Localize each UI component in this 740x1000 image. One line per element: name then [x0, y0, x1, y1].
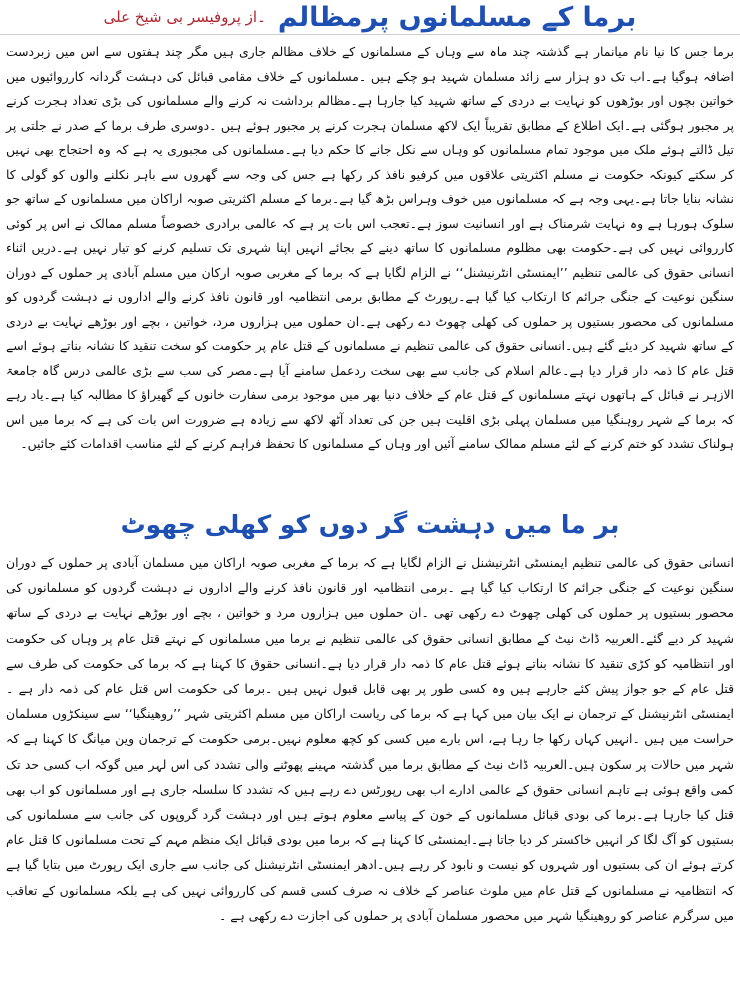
title-row [0, 0, 740, 35]
article-title: برما کے مسلمانوں پرمظالم [277, 1, 637, 33]
paragraph-intro: برما جس کا نیا نام میانمار ہے گذشتہ چند ماہ سے وہاں کے مسلمانوں کے خلاف مظالم جاری ہیں مگر چند ہفتوں سے اس میں زبردست اضافہ ہوگیا ہے۔اب تک دو ہزار سے زائد مسلمان شہید ہو چکے ہیں ۔مسلمانوں کے خلاف مقامی قبائل کی دہشت گردانہ کارروائیوں میں خواتین بچوں اور بوڑھوں کو نہایت بے دردی کے ساتھ شہید کیا جارہا ہے۔مظالم برداشت نہ کرنے والے مسلمانوں کی بڑی تعداد ہجرت کرنے پر مجبور ہوگئی ہے۔ایک اطلاع کے مطابق تقریباً ایک لاکھ مسلمان ہجرت کرنے پر مجبور ہوئے ہیں ۔دوسری طرف برما کے صدر نے جلتی پر تیل ڈالتے ہوئے ملک میں موجود تمام مسلمانوں کو وہاں سے نکل جانے کا حکم دیا ہے۔مسلمانوں کی مجبوری یہ ہے کہ وہ احتجاج بھی نہیں کر سکتے کیونکہ حکومت نے مسلم اکثریتی علاقوں میں کرفیو نافذ کر رکھا ہے جس کی وجہ سے گھروں سے باہر نکلنے والوں کو گولی کا نشانہ بنایا جاتا ہے۔یہی وجہ ہے کہ مسلمانوں میں خوف وہراس بڑھ گیا ہے۔برما کے مسلم اکثریتی صوبہ اراکان میں مسلمانوں کے ساتھ جو سلوک ہورہا ہے وہ نہایت شرمناک ہے اور انسانیت سوز ہے۔تعجب اس بات پر ہے کہ عالمی برادری خصوصاً مسلم ممالک نے اس پر کوئی کارروائی نہیں کی ہے۔حکومت بھی مظلوم مسلمانوں کا ساتھ دینے کے بجائے انہیں اپنا شہری تک تسلیم کرنے کو تیار نہیں ہے۔دریں اثناء انسانی حقوق کی عالمی تنظیم ’’ایمنسٹی انٹرنیشنل‘‘ نے الزام لگایا ہے کہ برما کے مغربی صوبہ ارکان میں مسلم آبادی پر حملوں کے دوران سنگین نوعیت کے جنگی جرائم کا ارتکاب کیا گیا ہے۔رپورٹ کے مطابق برمی انتظامیہ اور قانون نافذ کرنے والے اداروں نے دہشت گردوں کو مسلمانوں کی محصور بستیوں پر حملوں کی کھلی چھوٹ دے رکھی ہے۔ان حملوں میں ہزاروں مرد، خواتین ، بچے اور بوڑھے نہایت بے دردی کے ساتھ شہید کر دیئے گئے ہیں۔انسانی حقوق کی عالمی تنظیم نے مسلمانوں کے قتل عام پر حکومت کو سخت تنقید کا نشانہ بناتے ہوئے اسے قتل عام کا ذمہ دار قرار دیا ہے۔عالم اسلام کی جانب سے بھی سخت ردعمل سامنے آیا ہے۔مصر کی سب سے بڑی عالمی درس گاہ جامعۃ الازہر نے قبائل کے ہاتھوں نہتے مسلمانوں کے قتل عام کے خلاف دنیا بھر میں موجود برمی سفارت خانوں کے گھیراؤ کا مطالبہ کیا ہے۔یاد رہے کہ برما کے شہر روہنگیا میں مسلمان پہلی بڑی اقلیت ہیں جن کی تعداد آٹھ لاکھ سے زیادہ ہے ضرورت اس بات کی ہے کہ برما میں اس ہولناک تشدد کو ختم کرنے کے لئے مسلم ممالک سامنے آئیں اور وہاں کے مسلمانوں کا تحفظ فراہم کرنے کے لئے مناسب اقدامات کئے جائیں۔ [6, 44, 734, 451]
section-heading: بر ما میں دہشت گر دوں کو کھلی چھوٹ [120, 510, 620, 539]
paragraph-section: انسانی حقوق کی عالمی تنظیم ایمنسٹی انٹرنیشنل نے الزام لگایا ہے کہ برما کے مغربی صوبہ اراکان میں مسلمان آبادی پر حملوں کے دوران سنگین نوعیت کے جنگی جرائم کا ارتکاب کیا گیا ہے ۔برمی انتظامیہ اور قانون نافذ کرنے والے اداروں نے دہشت گردوں کو مسلمانوں کی محصور بستیوں پر حملوں کی کھلی چھوٹ دے رکھی تھی ۔ان حملوں میں ہزاروں مرد و خواتین ، بچے اور بوڑھے نہایت بے دردی کے ساتھ شہید کر دیے گئے۔العربیہ ڈاٹ نیٹ کے مطابق انسانی حقوق کی عالمی تنظیم نے برما میں مسلمانوں کے نہتے قتل عام پر وہاں کی حکومت اور انتظامیہ کو کڑی تنقید کا نشانہ بناتے ہوئے قتل عام کا ذمہ دار قرار دیا ہے۔انسانی حقوق کا کہنا ہے کہ برما کی حکومت کی طرف سے قتل عام کے جو جواز پیش کئے جارہے ہیں وہ کسی طور پر بھی قابل قبول نہیں ہیں ۔برما کی حکومت اس قتل عام کی ذمہ دار ہے ۔ایمنسٹی انٹرنیشنل کے ترجمان نے ایک بیان میں کہا ہے کہ برما کی ریاست اراکان میں مسلم اکثریتی شہر ’’روھینگیا‘‘ سے سینکڑوں مسلمان حراست میں ہیں ۔انہیں کہاں رکھا جا رہا ہے، اس بارے میں کسی کو کچھ معلوم نہیں۔برمی حکومت کے ترجمان وین میانگ کا کہنا ہے کہ شہر میں حالات پر سکون ہیں۔العربیہ ڈاٹ نیٹ کے مطابق برما میں گذشتہ مہینے پھوٹنے والی تشدد کی اس لہر میں گوکہ اب کسی حد تک کمی واقع ہوئی ہے تاہم انسانی حقوق کے عالمی ادارے اب بھی رپورٹس دے رہے ہیں کہ تشدد کا سلسلہ جاری ہے اور مسلمانوں کو اب بھی قتل کیا جارہا ہے۔برما کی بودی قبائل مسلمانوں کے خون کے پیاسے معلوم ہوتے ہیں اور دہشت گرد گروپوں کی جانب سے مسلمانوں کی بستیوں کو آگ لگا کر انہیں خاکستر کر دیا جاتا ہے۔ایمنسٹی کا کہنا ہے کہ برما میں بودی قبائل ایک منظم مہم کے تحت مسلمانوں کا قتل عام کرتے ہوئے ان کی بستیوں اور شہروں کو نیست و نابود کر رہے ہیں۔ادھر ایمنسٹی انٹرنیشنل کی جانب سے جاری ایک رپورٹ میں بتایا گیا ہے کہ انتظامیہ نے مسلمانوں کے قتل عام میں ملوث عناصر کے خلاف نہ صرف کسی قسم کی کارروائی نہیں کی ہے بلکہ مسلمانوں کے تعاقب میں سرگرم عناصر کو روھینگیا شہر میں محصور مسلمان آبادی پر حملوں کی اجازت دے رکھی ہے ۔ [6, 555, 734, 923]
author-byline: ۔از پروفیسر بی شیخ علی [103, 8, 266, 26]
